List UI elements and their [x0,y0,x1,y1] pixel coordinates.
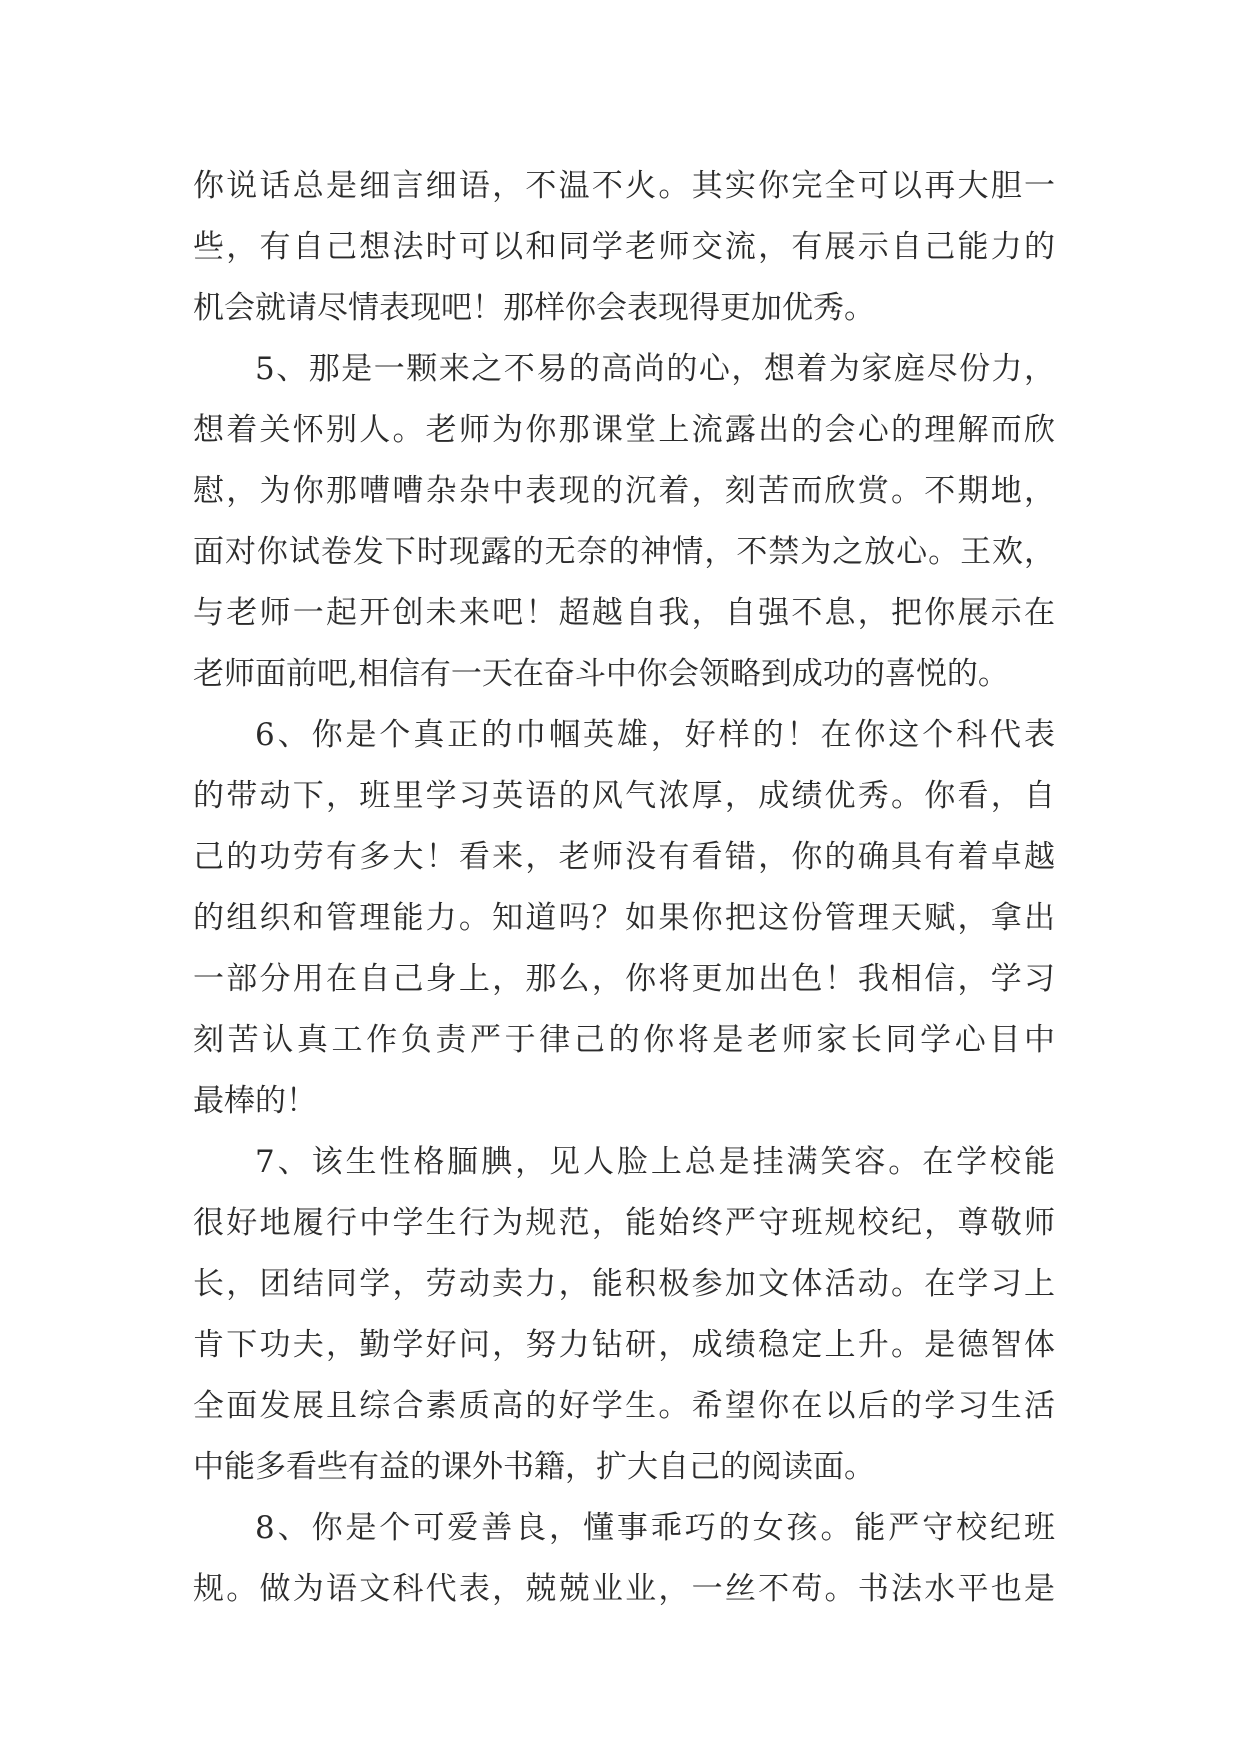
text-line: 老师面前吧,相信有一天在奋斗中你会领略到成功的喜悦的。 [193,656,1009,692]
text-line: 全面发展且综合素质高的好学生。希望你在以后的学习生活 [193,1388,1055,1424]
text-line: 的带动下，班里学习英语的风气浓厚，成绩优秀。你看，自 [193,778,1055,814]
text-line: 最棒的！ [193,1083,317,1119]
paragraph-7 [193,1132,1055,1498]
text-line: 8、你是个可爱善良，懂事乖巧的女孩。能严守校纪班 [255,1510,1055,1546]
text-line: 想着关怀别人。老师为你那课堂上流露出的会心的理解而欣 [193,412,1055,448]
paragraph-8 [193,1498,1055,1620]
text-line: 7、该生性格腼腆，见人脸上总是挂满笑容。在学校能 [255,1144,1055,1180]
text-line: 6、你是个真正的巾帼英雄，好样的！在你这个科代表 [255,717,1055,753]
text-line: 很好地履行中学生行为规范，能始终严守班规校纪，尊敬师 [193,1205,1055,1241]
text-line: 你说话总是细言细语，不温不火。其实你完全可以再大胆一 [193,168,1055,204]
text-line: 己的功劳有多大！看来，老师没有看错，你的确具有着卓越 [193,839,1055,875]
text-line: 面对你试卷发下时现露的无奈的神情，不禁为之放心。王欢， [193,534,1055,570]
text-line: 刻苦认真工作负责严于律己的你将是老师家长同学心目中 [193,1022,1055,1058]
text-line: 中能多看些有益的课外书籍，扩大自己的阅读面。 [193,1449,875,1485]
text-line: 的组织和管理能力。知道吗？如果你把这份管理天赋，拿出 [193,900,1055,936]
paragraph-5 [193,339,1055,705]
text-line: 慰，为你那嘈嘈杂杂中表现的沉着，刻苦而欣赏。不期地， [193,473,1055,509]
paragraph-6 [193,705,1055,1132]
paragraph [193,156,1055,339]
text-line: 长，团结同学，劳动卖力，能积极参加文体活动。在学习上 [193,1266,1055,1302]
text-line: 与老师一起开创未来吧！超越自我，自强不息，把你展示在 [193,595,1055,631]
text-line: 肯下功夫，勤学好问，努力钻研，成绩稳定上升。是德智体 [193,1327,1055,1363]
text-line: 规。做为语文科代表，兢兢业业，一丝不苟。书法水平也是 [193,1571,1055,1607]
text-line: 5、那是一颗来之不易的高尚的心，想着为家庭尽份力， [255,351,1055,387]
document-body [193,156,1055,1620]
text-line: 机会就请尽情表现吧！那样你会表现得更加优秀。 [193,290,875,326]
text-line: 一部分用在自己身上，那么，你将更加出色！我相信，学习 [193,961,1055,997]
text-line: 些，有自己想法时可以和同学老师交流，有展示自己能力的 [193,229,1055,265]
